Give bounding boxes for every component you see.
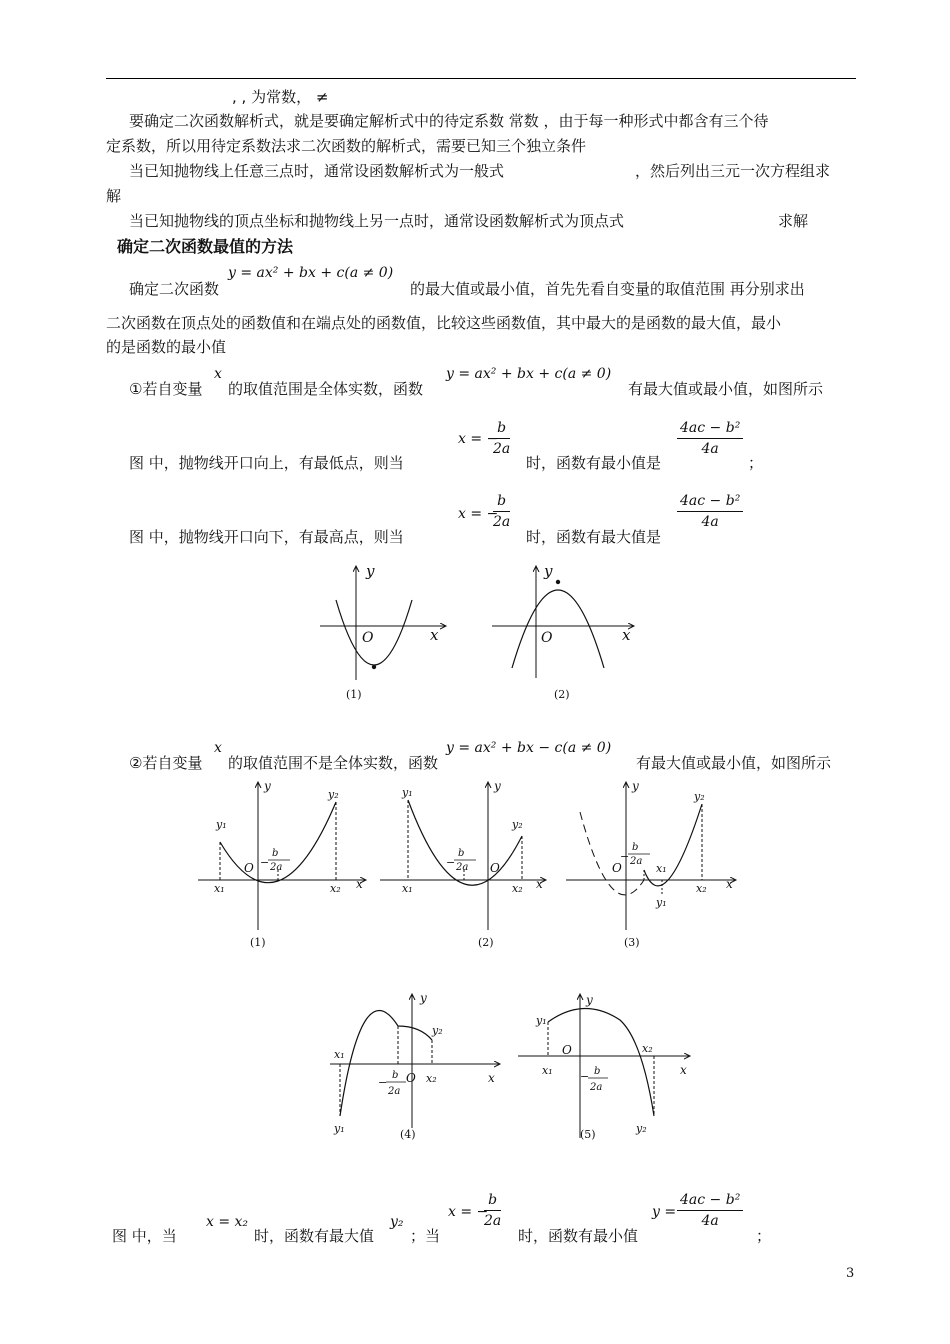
case1-post: 有最大值或最小值，如图所示 xyxy=(628,380,824,398)
svg-text:O: O xyxy=(244,861,254,875)
bottom-tail: ； xyxy=(756,1227,772,1245)
svg-text:x: x xyxy=(726,877,733,891)
svg-text:y₁: y₁ xyxy=(334,1122,345,1135)
svg-text:2a: 2a xyxy=(388,1086,401,1097)
fig1-lead: 图 中，抛物线开口向上，有最低点，则当 xyxy=(129,454,404,472)
svg-text:2a: 2a xyxy=(270,862,283,873)
svg-text:x: x xyxy=(430,626,439,644)
case2-post: 有最大值或最小值，如图所示 xyxy=(636,754,832,772)
svg-text:b: b xyxy=(632,842,639,853)
graph-d5 xyxy=(518,993,690,1141)
svg-text:x: x xyxy=(622,626,631,644)
graph-c2 xyxy=(380,779,546,949)
svg-text:y: y xyxy=(632,779,639,793)
svg-text:2a: 2a xyxy=(630,856,643,867)
svg-text:(1): (1) xyxy=(250,936,266,949)
graph-c3 xyxy=(566,779,736,949)
svg-text:O: O xyxy=(612,861,622,875)
para3-line1b: 求解 xyxy=(778,212,809,230)
para4-post: 的最大值或最小值，首先先看自变量的取值范围 再分别求出 xyxy=(410,280,805,298)
svg-text:(5): (5) xyxy=(580,1128,596,1141)
para4-line2: 二次函数在顶点处的函数值和在端点处的函数值，比较这些函数值，其中最大的是函数的最大值，最小 xyxy=(106,314,782,332)
svg-text:y₂: y₂ xyxy=(328,788,339,801)
svg-text:y₁: y₁ xyxy=(216,818,227,831)
fig2-lead: 图 中，抛物线开口向下，有最高点，则当 xyxy=(129,528,404,546)
bottom-frac-b2a: $\frac{b}{2a}$ xyxy=(484,1192,502,1229)
svg-text:x₁: x₁ xyxy=(214,882,225,895)
case1-x: x xyxy=(214,366,222,382)
fig2-after: 时，函数有最大值是 xyxy=(526,528,662,546)
para4-formula: y = ax² + bx + c(a ≠ 0) xyxy=(228,265,394,281)
svg-text:x₂: x₂ xyxy=(426,1072,437,1085)
svg-text:O: O xyxy=(490,861,500,875)
svg-text:(2): (2) xyxy=(554,688,570,701)
bottom-x-eq-x2: x = x₂ xyxy=(206,1214,249,1230)
bottom-y2: y₂ xyxy=(390,1214,404,1230)
svg-text:b: b xyxy=(458,848,465,859)
bottom-y-eq: y = xyxy=(652,1204,677,1220)
svg-text:y₁: y₁ xyxy=(656,896,667,909)
svg-text:x₂: x₂ xyxy=(696,882,707,895)
fig1-frac-val: $\frac{\text{4ac − b²}}{4a}$ xyxy=(677,418,743,459)
svg-text:y₂: y₂ xyxy=(512,818,523,831)
svg-text:(2): (2) xyxy=(478,936,494,949)
para2-line1: 当已知抛物线上任意三点时，通常设函数解析式为一般式 xyxy=(129,162,505,180)
graph-c1 xyxy=(198,779,366,949)
svg-text:x₂: x₂ xyxy=(512,882,523,895)
para3-line1: 当已知抛物线的顶点坐标和抛物线上另一点时，通常设函数解析式为顶点式 xyxy=(129,212,625,230)
para1-line2: 定系数，所以用待定系数法求二次函数的解析式，需要已知三个独立条件 xyxy=(106,137,587,155)
para1-line1: 要确定二次函数解析式，就是要确定解析式中的待定系数 常数 ，由于每一种形式中都含有三个待 xyxy=(129,112,769,130)
fig1-x-eq: x = − xyxy=(458,431,499,447)
case1-pre: ①若自变量 xyxy=(129,380,203,398)
svg-text:y₂: y₂ xyxy=(694,790,705,803)
svg-text:(4): (4) xyxy=(400,1128,416,1141)
case1-mid: 的取值范围是全体实数，函数 xyxy=(228,380,424,398)
header-fragment: , , 为常数， ≠ xyxy=(232,88,329,106)
svg-text:−: − xyxy=(260,856,270,869)
fig2-frac-b2a: $\frac{b}{2a}$ xyxy=(493,493,511,530)
svg-text:(3): (3) xyxy=(624,936,640,949)
svg-text:x₁: x₁ xyxy=(656,862,667,875)
case2-x: x xyxy=(214,740,222,756)
svg-text:y: y xyxy=(264,779,271,793)
svg-text:b: b xyxy=(594,1066,601,1077)
fig1-tail: ； xyxy=(748,454,764,472)
svg-text:O: O xyxy=(362,630,374,646)
svg-text:y₁: y₁ xyxy=(536,1014,547,1027)
svg-text:x: x xyxy=(488,1071,495,1085)
svg-text:x: x xyxy=(536,877,543,891)
fig2-frac-val: $\frac{\text{4ac − b²}}{4a}$ xyxy=(677,491,743,532)
svg-text:y: y xyxy=(494,779,501,793)
bottom-mid2: ；当 xyxy=(410,1227,441,1245)
svg-text:b: b xyxy=(272,848,279,859)
svg-text:y: y xyxy=(544,562,553,580)
svg-text:O: O xyxy=(406,1071,416,1085)
svg-text:−: − xyxy=(378,1076,388,1089)
svg-text:−: − xyxy=(620,850,630,863)
svg-text:y₁: y₁ xyxy=(402,786,413,799)
graph-downward-parabola xyxy=(492,562,634,701)
case1-formula: y = ax² + bx + c(a ≠ 0) xyxy=(446,366,612,382)
svg-text:y₂: y₂ xyxy=(432,1024,443,1037)
section-title: 确定二次函数最值的方法 xyxy=(117,237,294,256)
fig2-x-eq: x = − xyxy=(458,506,499,522)
svg-text:y: y xyxy=(420,991,427,1005)
para2-line1b: ，然后列出三元一次方程组求 xyxy=(635,162,831,180)
bottom-after: 时，函数有最小值 xyxy=(518,1227,639,1245)
svg-text:x₁: x₁ xyxy=(542,1064,553,1077)
fig1-after: 时，函数有最小值是 xyxy=(526,454,662,472)
svg-text:O: O xyxy=(562,1043,572,1057)
bottom-lead: 图 中，当 xyxy=(112,1227,177,1245)
case2-pre: ②若自变量 xyxy=(129,754,203,772)
graph-d4 xyxy=(330,991,500,1141)
page-number: 3 xyxy=(846,1266,855,1281)
fig1-frac-b2a: $\frac{b}{2a}$ xyxy=(493,420,511,457)
svg-text:x₂: x₂ xyxy=(330,882,341,895)
case2-mid: 的取值范围不是全体实数，函数 xyxy=(228,754,439,772)
caption-a: (1) xyxy=(346,688,362,701)
case2-formula: y = ax² + bx − c(a ≠ 0) xyxy=(446,740,612,756)
graph-upward-parabola xyxy=(320,562,446,701)
bottom-x-eq: x = − xyxy=(448,1204,489,1220)
svg-text:b: b xyxy=(392,1070,399,1081)
para4-pre: 确定二次函数 xyxy=(129,280,220,298)
svg-text:2a: 2a xyxy=(456,862,469,873)
para2-line2: 解 xyxy=(106,187,122,205)
bottom-frac-val: $\frac{\text{4ac − b²}}{4a}$ xyxy=(677,1190,743,1231)
svg-text:x: x xyxy=(356,877,363,891)
graph-a-y-label: y xyxy=(366,562,375,580)
svg-text:x: x xyxy=(680,1063,687,1077)
svg-text:x₂: x₂ xyxy=(642,1042,653,1055)
svg-text:x₁: x₁ xyxy=(402,882,413,895)
svg-text:y: y xyxy=(586,993,593,1007)
svg-text:2a: 2a xyxy=(590,1082,603,1093)
bottom-mid1: 时，函数有最大值 xyxy=(254,1227,375,1245)
svg-text:y₂: y₂ xyxy=(636,1122,647,1135)
svg-text:−: − xyxy=(580,1070,590,1083)
svg-text:−: − xyxy=(446,856,456,869)
para4-line3: 的是函数的最小值 xyxy=(106,338,227,356)
svg-text:x₁: x₁ xyxy=(334,1048,345,1061)
svg-text:O: O xyxy=(541,630,553,646)
